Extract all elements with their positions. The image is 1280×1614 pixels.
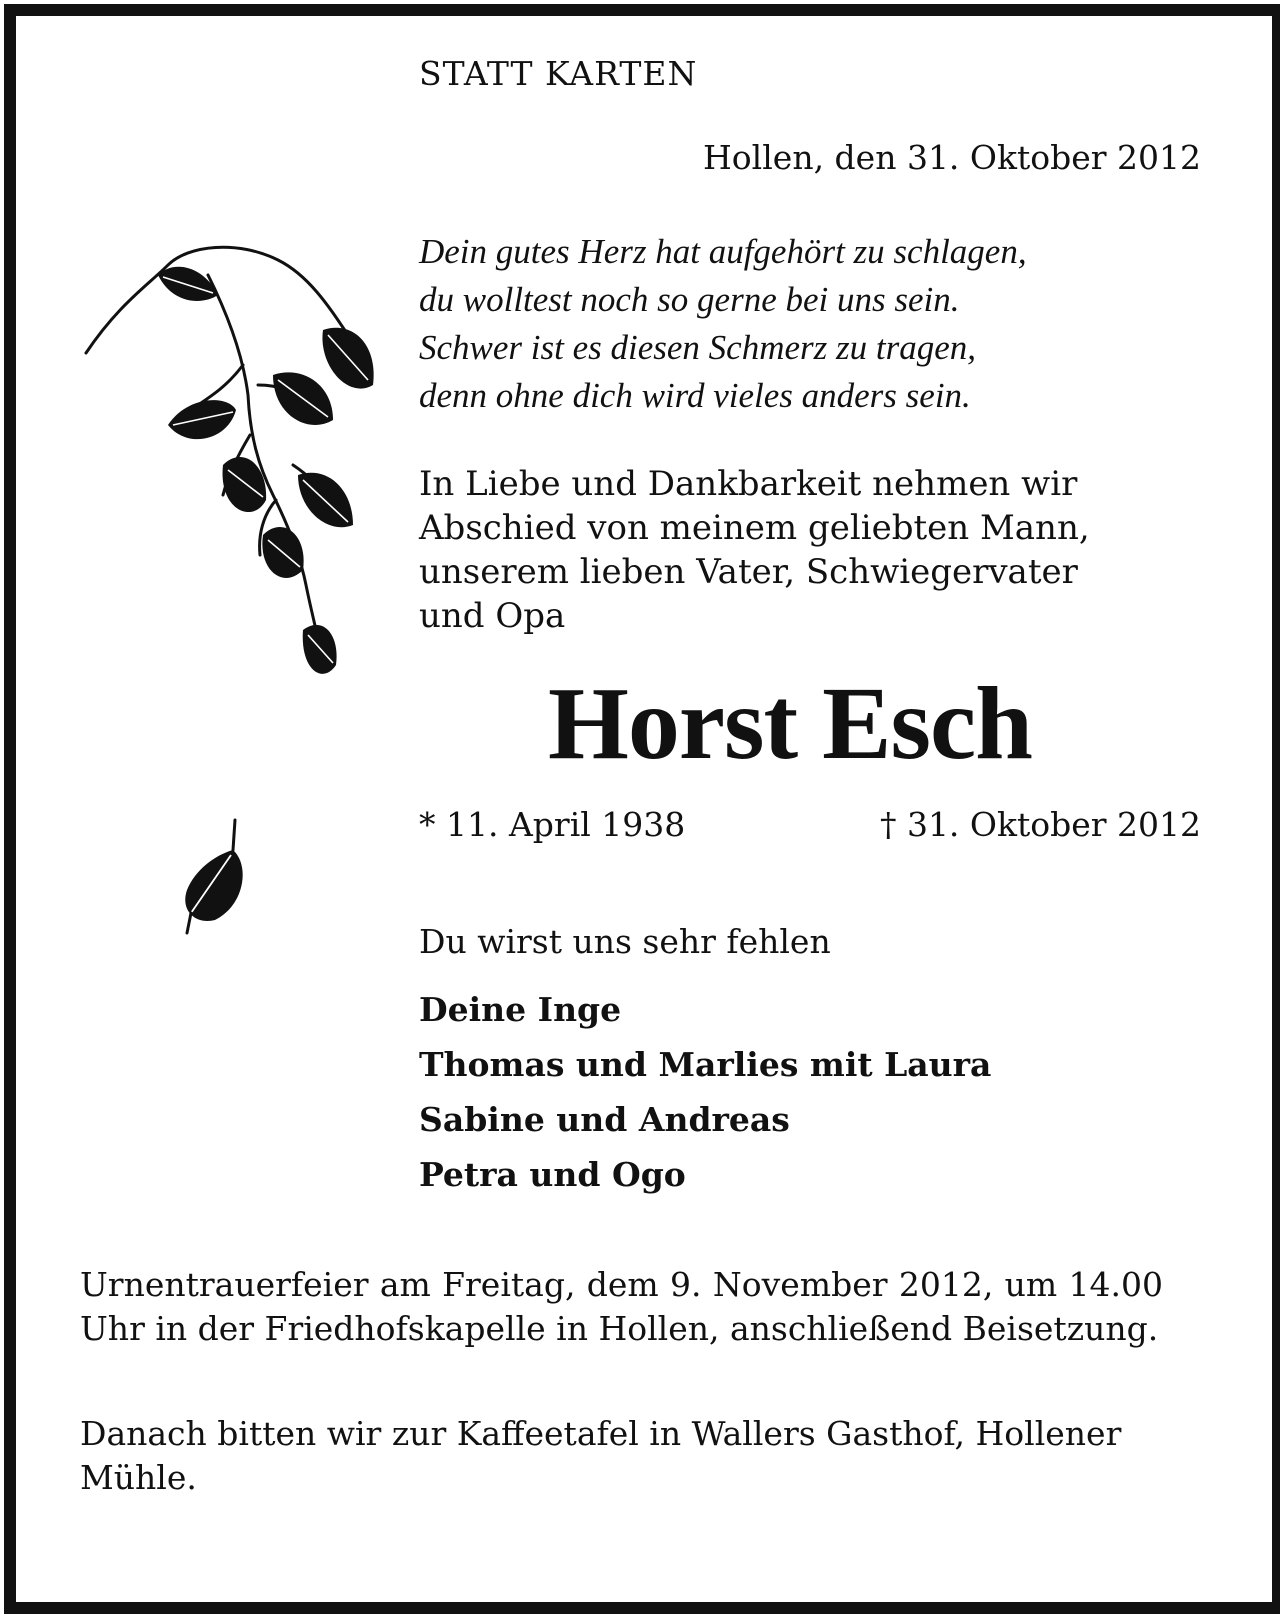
signer: Petra und Ogo: [419, 1155, 686, 1194]
branch-icon: [78, 235, 398, 715]
signers: [419, 982, 991, 1202]
intro-line: unserem lieben Vater, Schwiegervater: [419, 552, 1078, 592]
birth-date: * 11. April 1938: [419, 805, 686, 844]
deceased-name: Horst Esch: [548, 666, 1032, 781]
intro-line: und Opa: [419, 596, 566, 636]
intro-line: In Liebe und Dankbarkeit nehmen wir: [419, 464, 1078, 504]
ceremony-info: Urnentrauerfeier am Freitag, dem 9. November 2012, um 14.00 Uhr in der Friedhofskapelle in Hollen, anschließend Beisetzung.: [80, 1265, 1163, 1348]
falling-leaf-icon: [175, 815, 255, 945]
intro-text: [419, 462, 1090, 638]
poem-line: Dein gutes Herz hat aufgehört zu schlagen,: [419, 232, 1027, 271]
intro-line: Abschied von meinem geliebten Mann,: [419, 508, 1090, 548]
poem: [419, 228, 1027, 420]
missed-line: Du wirst uns sehr fehlen: [419, 922, 831, 961]
signer: Deine Inge: [419, 990, 622, 1029]
signer: Thomas und Marlies mit Laura: [419, 1045, 992, 1084]
signer: Sabine und Andreas: [419, 1100, 790, 1139]
place-date: Hollen, den 31. Oktober 2012: [703, 138, 1201, 177]
poem-line: du wolltest noch so gerne bei uns sein.: [419, 280, 960, 319]
poem-line: denn ohne dich wird vieles anders sein.: [419, 376, 971, 415]
poem-line: Schwer ist es diesen Schmerz zu tragen,: [419, 328, 977, 367]
header-statt-karten: STATT KARTEN: [419, 54, 698, 93]
coffee-info: Danach bitten wir zur Kaffeetafel in Wallers Gasthof, Hollener Mühle.: [80, 1414, 1122, 1497]
death-date: † 31. Oktober 2012: [879, 805, 1201, 844]
